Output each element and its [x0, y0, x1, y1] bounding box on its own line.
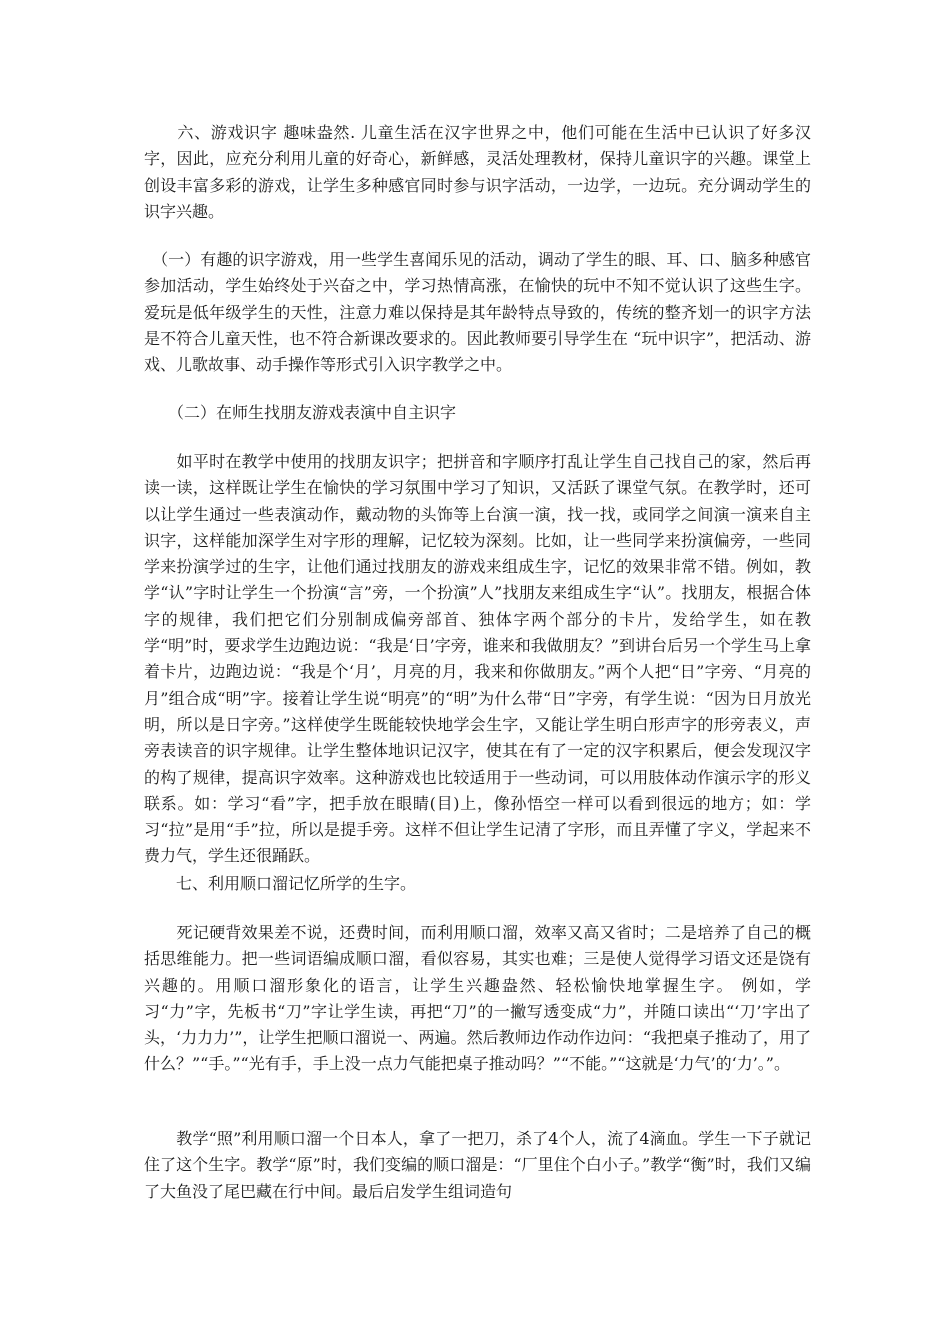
heading-section-seven: 七、利用顺口溜记忆所学的生字。 [144, 874, 417, 893]
heading-subsection-two: （二）在师生找朋友游戏表演中自主识字 [144, 403, 457, 422]
paragraph-section-six: 六、游戏识字 趣味盎然. 儿童生活在汉字世界之中，他们可能在生活中已认识了好多汉字，因此，应充分利用儿童的好奇心，新鲜感，灵活处理教材，保持儿童识字的兴趣。课堂上创设丰富多彩的游戏，让学生多种感官同时参与识字活动，一边学，一边玩。充分调动学生的识字兴趣。 [144, 123, 811, 221]
paragraph-rhyme-examples: 教学“照”利用顺口溜一个日本人，拿了一把刀，杀了4个人，流了4滴血。学生一下子就记住了这个生字。教学“原”时，我们变编的顺口溜是：“厂里住个白小子。”教学“衡”时，我们又编了大鱼没了尾巴藏在行中间。最后启发学生组词造句 [144, 1129, 811, 1201]
paragraph-subsection-one: （一）有趣的识字游戏，用一些学生喜闻乐见的活动，调动了学生的眼、耳、口、脑多种感官参加活动，学生始终处于兴奋之中，学习热情高涨，在愉快的玩中不知不觉认识了这些生字。爱玩是低年级学生的天性，注意力难以保持是其年龄特点导致的，传统的整齐划一的识字方法是不符合儿童天性，也不符合新课改要求的。因此教师要引导学生在 “玩中识字”，把活动、游戏、儿歌故事、动手操作等形式引入识字教学之中。 [144, 250, 811, 375]
paragraph-rhymes: 死记硬背效果差不说，还费时间，而利用顺口溜，效率又高又省时；二是培养了自己的概括思维能力。把一些词语编成顺口溜，看似容易，其实也难；三是使人觉得学习语文还是饶有兴趣的。用顺口溜形象化的语言，让学生兴趣盎然、轻松愉快地掌握生字。 例如，学习“力”字，先板书“刀”字让学生读，再把“刀”的一撇写透变成“力”，并随口读出“‘刀’字出了头，‘力力力’”，让学生把顺口溜说一、两遍。然后教师边作动作边问：“我把桌子推动了，用了什么？”“手。”“光有手，手上没一点力气能把桌子推动吗？”“不能。”“这就是‘力气’的‘力’。”。 [144, 923, 811, 1074]
paragraph-find-friends: 如平时在教学中使用的找朋友识字；把拼音和字顺序打乱让学生自己找自己的家，然后再读一读，这样既让学生在愉快的学习氛围中学习了知识，又活跃了课堂气氛。在教学时，还可以让学生通过一些表演动作，戴动物的头饰等上台演一演，找一找，或同学之间演一演来自主识字，这样能加深学生对字形的理解，记忆较为深刻。比如，让一些同学来扮演偏旁，一些同学来扮演学过的生字，让他们通过找朋友的游戏来组成生字，记忆的效果非常不错。例如，教学“认”字时让学生一个扮演“言”旁，一个扮演”人”找朋友来组成生字“认”。找朋友，根据合体字的规律，我们把它们分别制成偏旁部首、独体字两个部分的卡片，发给学生，如在教学“明”时，要求学生边跑边说：“我是‘日’字旁，谁来和我做朋友？”到讲台后另一个学生马上拿着卡片，边跑边说：“我是个‘月’，月亮的月，我来和你做朋友。”两个人把“日”字旁、“月亮的月”组合成“明”字。接着让学生说“明亮”的“明”为什么带“日”字旁，有学生说：“因为日月放光明，所以是日字旁。”这样使学生既能较快地学会生字，又能让学生明白形声字的形旁表义，声旁表读音的识字规律。让学生整体地识记汉字，使其在有了一定的汉字积累后，便会发现汉字的构了规律，提高识字效率。这种游戏也比较适用于一些动词，可以用肢体动作演示字的形义联系。如：学习“看”字，把手放在眼睛(目)上，像孙悟空一样可以看到很远的地方；如：学习“拉”是用“手”拉，所以是提手旁。这样不但让学生记清了字形，而且弄懂了字义，学起来不费力气，学生还很踊跃。 [144, 452, 811, 866]
